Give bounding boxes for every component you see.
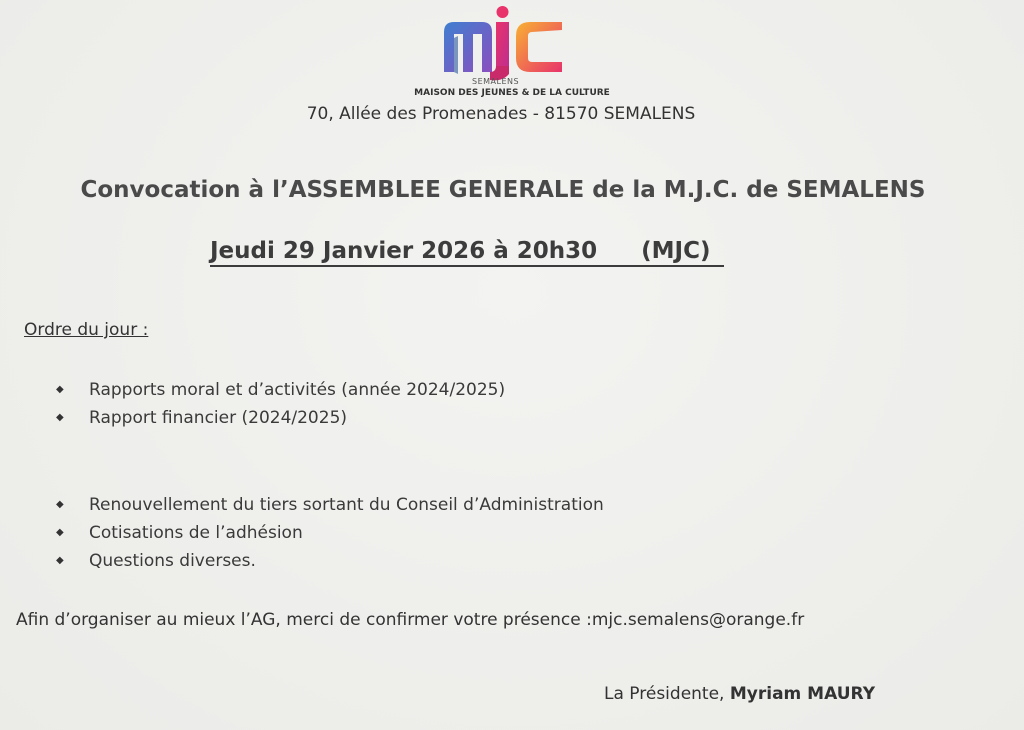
agenda-item: ◆ Cotisations de l’adhésion: [56, 519, 604, 547]
signature-role: La Présidente,: [604, 684, 725, 704]
agenda-item: ◆ Renouvellement du tiers sortant du Conseil d’Administration: [56, 491, 604, 519]
contact-email: mjc.semalens@orange.fr: [591, 610, 805, 630]
agenda-item: ◆ Rapport financier (2024/2025): [56, 404, 505, 432]
confirmation-line: [16, 610, 804, 630]
confirmation-text: Afin d’organiser au mieux l’AG, merci de confirmer votre présence :: [16, 610, 592, 630]
agenda-item: ◆ Questions diverses.: [56, 547, 604, 575]
diamond-bullet-icon: ◆: [56, 527, 64, 538]
agenda-heading: Ordre du jour :: [24, 320, 149, 340]
meeting-location: (MJC): [641, 238, 711, 264]
signature-name: Myriam MAURY: [729, 684, 875, 704]
meeting-date-time: Jeudi 29 Janvier 2026 à 20h30: [210, 238, 598, 264]
diamond-bullet-icon: ◆: [56, 499, 64, 510]
organization-name: MAISON DES JEUNES & DE LA CULTURE: [414, 88, 610, 98]
agenda-list-reports: [56, 376, 505, 432]
diamond-bullet-icon: ◆: [56, 384, 64, 395]
logo-subtitle: SEMALENS: [472, 77, 520, 86]
diamond-bullet-icon: ◆: [56, 412, 64, 423]
organization-address: 70, Allée des Promenades - 81570 SEMALENS: [306, 104, 696, 124]
document-title: Convocation à l’ASSEMBLEE GENERALE de la M.J.C. de SEMALENS: [80, 177, 926, 203]
agenda-item: ◆ Rapports moral et d’activités (année 2024/2025): [56, 376, 505, 404]
agenda-list-other: [56, 491, 604, 575]
diamond-bullet-icon: ◆: [56, 555, 64, 566]
meeting-date-line: [210, 238, 724, 267]
signature-block: [604, 684, 875, 704]
